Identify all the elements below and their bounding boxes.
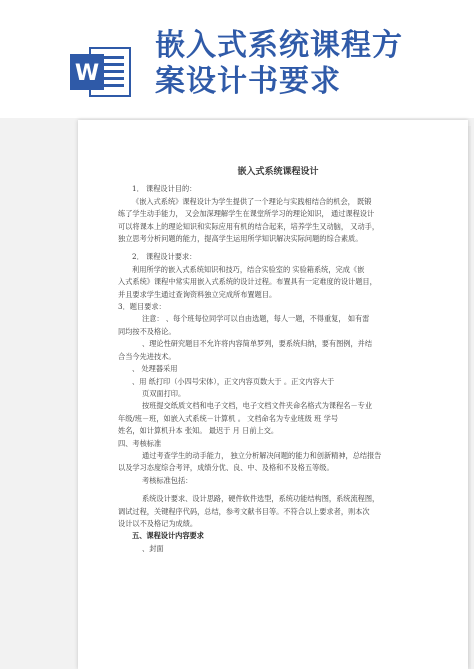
document-line: 《嵌入式系统》课程设计为学生提供了一个理论与实践相结合的机会， 既锻 xyxy=(132,196,372,206)
document-line: 、理论性研究题目不允许将内容简单罗列，要系统归纳，要有图例，并结 xyxy=(142,339,373,349)
title-line-1: 嵌入式系统课程方 xyxy=(155,28,403,63)
document-line: 系统设计要求、设计思路，硬件软件选型，系统功能结构图，系统流程图， xyxy=(142,494,380,504)
document-line: 设计以不及格记为成绩。 xyxy=(118,518,198,528)
document-line: 练了学生动手能力， 又会加深理解学生在课堂所学习的理论知识， 通过课程设计 xyxy=(118,209,375,219)
document-line: 利用所学的嵌入式系统知识和技巧，结合实验室的 实验箱系统，完成《嵌 xyxy=(132,264,365,274)
document-line: 并且要求学生通过查询资料独立完成所布置题目。 xyxy=(118,289,277,299)
document-line: 通过考查学生的动手能力， 独立分析解决问题的能力和创新精神，总结报告 xyxy=(142,450,382,460)
document-line: 五、课程设计内容要求 xyxy=(132,531,204,541)
document-line: 独立思考分析问题的能力，提高学生运用所学知识解决实际问题的综合素质。 xyxy=(118,234,363,244)
page-content xyxy=(118,166,438,555)
page-title: 嵌入式系统课程设计 xyxy=(237,167,319,177)
title-line-2: 案设计书要求 xyxy=(155,64,341,99)
document-line: 姓名，如计算机升本 张知。 最迟于 月 日前上交。 xyxy=(118,426,279,436)
document-line: 注意： 、每个班每位同学可以自由选题，每人一题，不得重复， 如有雷 xyxy=(142,314,370,324)
document-line: 页双面打印。 xyxy=(142,388,186,398)
document-line: 调试过程，关键程序代码，总结，参考文献书目等。不符合以上要求者，则本次 xyxy=(118,506,370,516)
document-line: 、封面 xyxy=(142,543,164,553)
document-line: 考核标准包括： xyxy=(142,475,193,485)
document-line: 3．题目要求： xyxy=(118,302,166,312)
document-line: 同均按不及格论。 xyxy=(118,326,176,336)
document-line: 以及学习态度综合考评，成绩分优、良、中、及格和不及格五等级。 xyxy=(118,463,334,473)
document-line: 四、考核标准 xyxy=(118,438,162,448)
document-body xyxy=(118,183,438,555)
document-line: 2． 课程设计要求： xyxy=(132,252,197,262)
document-line: 年级/班－班，如嵌入式系统－计算机 。 文档命名为专业班级 班 学号 xyxy=(118,413,339,423)
document-line: 、用 纸打印（小四号宋体），正文内容页数大于 。正文内容大于 xyxy=(132,376,335,386)
document-line: 按班提交纸质文档和电子文档，电子文档文件夹命名格式为课程名－专业 xyxy=(142,401,373,411)
document-line: 入式系统》课程中常实用嵌入式系统的设计过程。布置具有一定难度的设计题目， xyxy=(118,277,377,287)
word-document-icon xyxy=(68,44,134,100)
header xyxy=(0,0,474,118)
document-line: 合当今先进技术。 xyxy=(118,351,176,361)
document-line: 可以将课本上的理论知识和实际应用有机的结合起来，培养学生又动脑， 又动手， xyxy=(118,221,380,231)
document-line: 1． 课程设计目的： xyxy=(132,184,197,194)
document-title-banner xyxy=(155,28,455,100)
document-page xyxy=(78,120,468,669)
word-logo-letter: W xyxy=(74,61,100,86)
document-line: 、 处理器采用 xyxy=(132,364,178,374)
